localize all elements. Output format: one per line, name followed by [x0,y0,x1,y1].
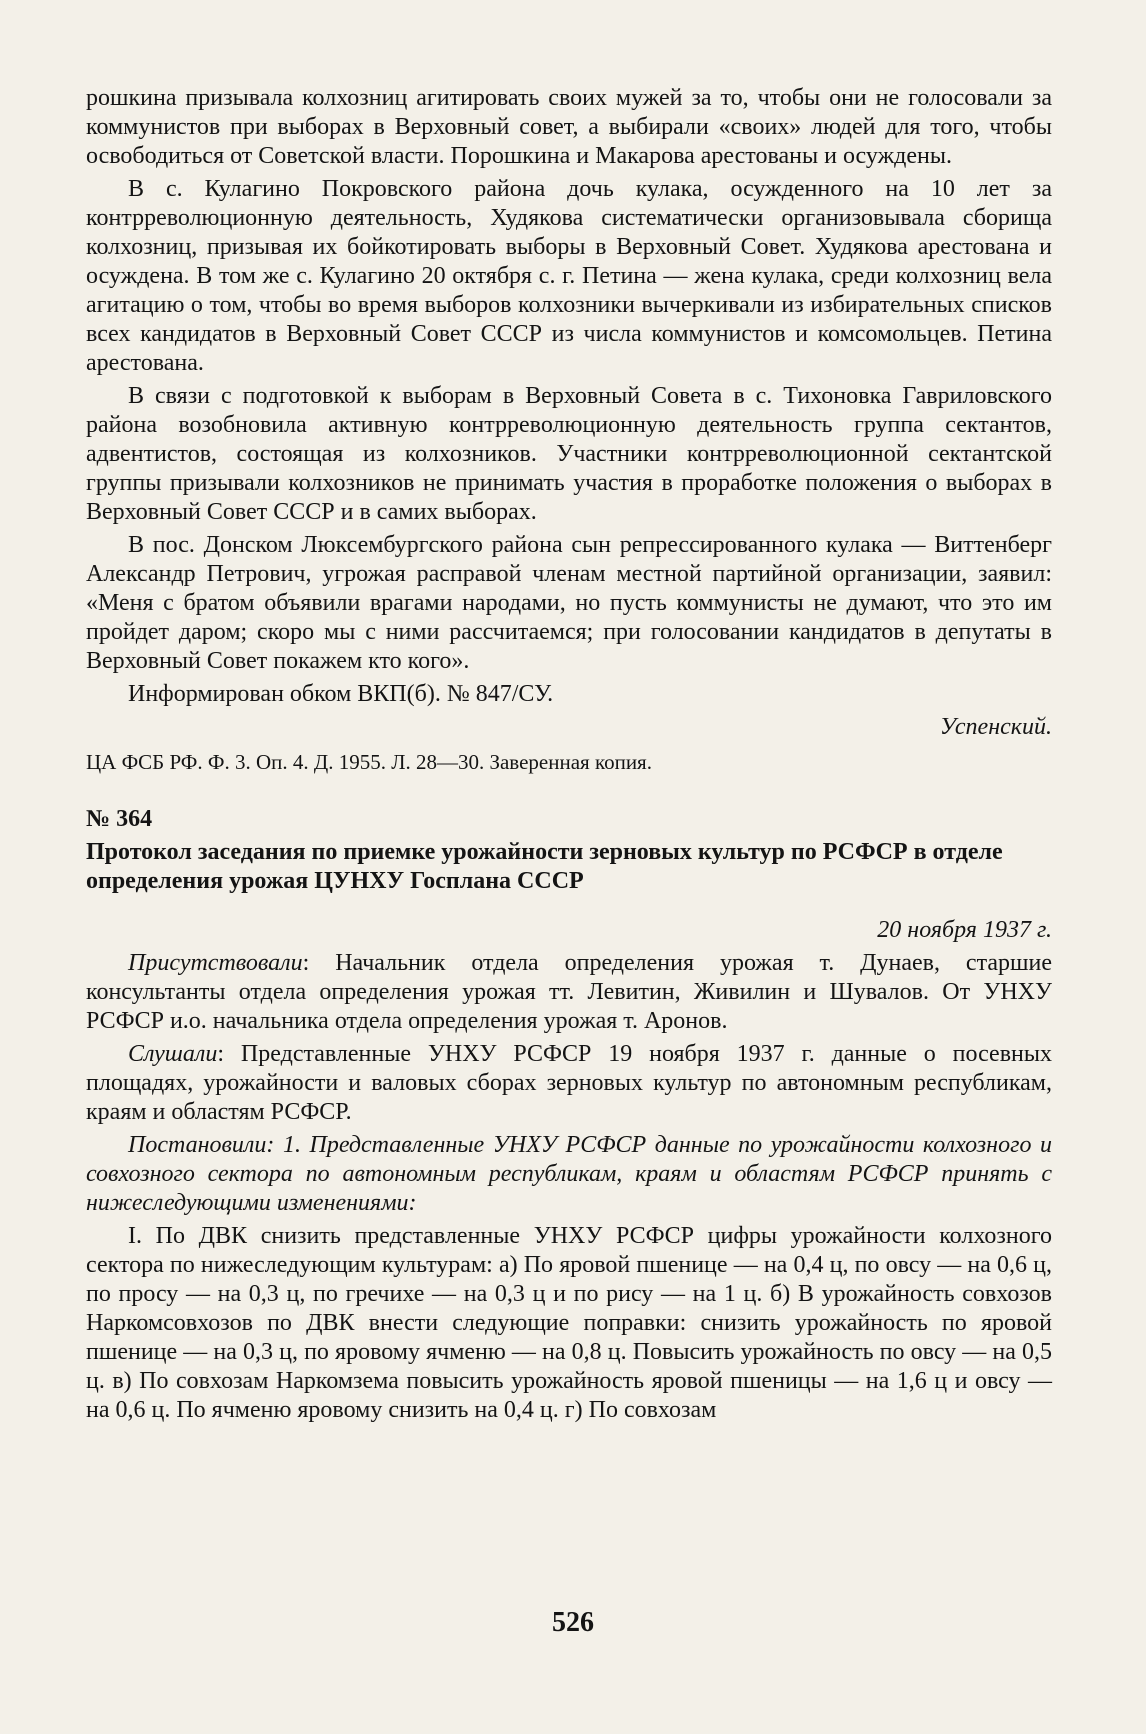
paragraph-kulagino: В с. Кулагино Покровского района дочь кулака, осужденного на 10 лет за контрреволюционную деятельность, Худякова систематически организовывала сборища колхозниц, призывая их бойкотировать выборы в Верховный Совет. Худякова арестована и осуждена. В том же с. Кулагино 20 октября с. г. Петина — жена кулака, среди колхозниц вела агитацию о том, чтобы во время выборов колхозники вычеркивали из избирательных списков всех кандидатов в Верховный Совет СССР из числа коммунистов и комсомольцев. Петина арестована. [86,176,1052,376]
archive-source: ЦА ФСБ РФ. Ф. 3. Оп. 4. Д. 1955. Л. 28—30. Заверенная копия. [86,750,652,774]
page-number: 526 [552,1607,594,1638]
document-number: № 364 [86,806,153,832]
heard-text: : Представленные УНХУ РСФСР 19 ноября 1937 г. данные о посевных площадях, урожайности и валовых сборах зерновых культур по автономным республикам, краям и областям РСФСР. [86,1041,1052,1125]
text-block-top [86,84,1052,1429]
present-text: : Начальник отдела определения урожая т. Дунаев, старшие консультанты отдела определения урожая тт. Левитин, Живилин и Шувалов. От УНХУ РСФСР и.о. начальника отдела определения урожая т. Аронов. [86,950,1052,1034]
paragraph-poroshkina: рошкина призывала колхозниц агитировать своих мужей за то, чтобы они не голосовали за коммунистов при выборах в Верховный совет, а выбирали «своих» людей для того, чтобы освободиться от Советской власти. Порошкина и Макарова арестованы и осуждены. [86,85,1052,169]
paragraph-present [86,949,1052,1036]
paragraph-heard [86,1040,1052,1127]
paragraph-informed: Информирован обком ВКП(б). № 847/СУ. [128,681,554,707]
paragraph-tikhonovka: В связи с подготовкой к выборам в Верховный Совета в с. Тихоновка Гавриловского района возобновила активную контрреволюционную деятельность группа сектантов, адвентистов, состоящая из колхозников. Участники контрреволюционной сектантской группы призывали колхозников не принимать участия в проработке положения о выборах в Верховный Совет СССР и в самих выборах. [86,383,1052,525]
document-title: Протокол заседания по приемке урожайности зерновых культур по РСФСР в отделе определения урожая ЦУНХУ Госплана СССР [86,839,1003,894]
resolved-label: Постановили [128,1132,267,1158]
paragraph-donskoy: В пос. Донском Люксембургского района сын репрессированного кулака — Виттенберг Александр Петрович, угрожая расправой членам местной партийной организации, заявил: «Меня с братом объявили врагами народами, но пусть коммунисты не думают, что это им пройдет даром; скоро мы с ними рассчитаемся; при голосовании кандидатов в депутаты в Верховный Совет покажем кто кого». [86,532,1052,674]
resolved-text: : 1. Представленные УНХУ РСФСР данные по урожайности колхозного и совхозного сектора по автономным республикам, краям и областям РСФСР принять с нижеследующими изменениями: [86,1132,1052,1216]
paragraph-dvk: I. По ДВК снизить представленные УНХУ РСФСР цифры урожайности колхозного сектора по нижеследующим культурам: а) По яровой пшенице — на 0,4 ц, по овсу — на 0,6 ц, по просу — на 0,3 ц, по гречихе — на 0,3 ц и по рису — на 1 ц. б) В урожайность совхозов Наркомсовхозов по ДВК внести следующие поправки: снизить урожайность по яровой пшенице — на 0,3 ц, по яровому ячменю — на 0,8 ц. Повысить урожайность по овсу — на 0,5 ц. в) По совхозам Наркомзема повысить урожайность яровой пшеницы — на 1,6 ц и овсу — на 0,6 ц. По ячменю яровому снизить на 0,4 ц. г) По совхозам [86,1223,1052,1423]
present-label: Присутствовали [128,950,303,976]
heard-label: Слушали [128,1041,218,1067]
signature: Успенский. [939,714,1052,740]
document-date: 20 ноября 1937 г. [877,917,1052,943]
paragraph-resolved [86,1131,1052,1218]
